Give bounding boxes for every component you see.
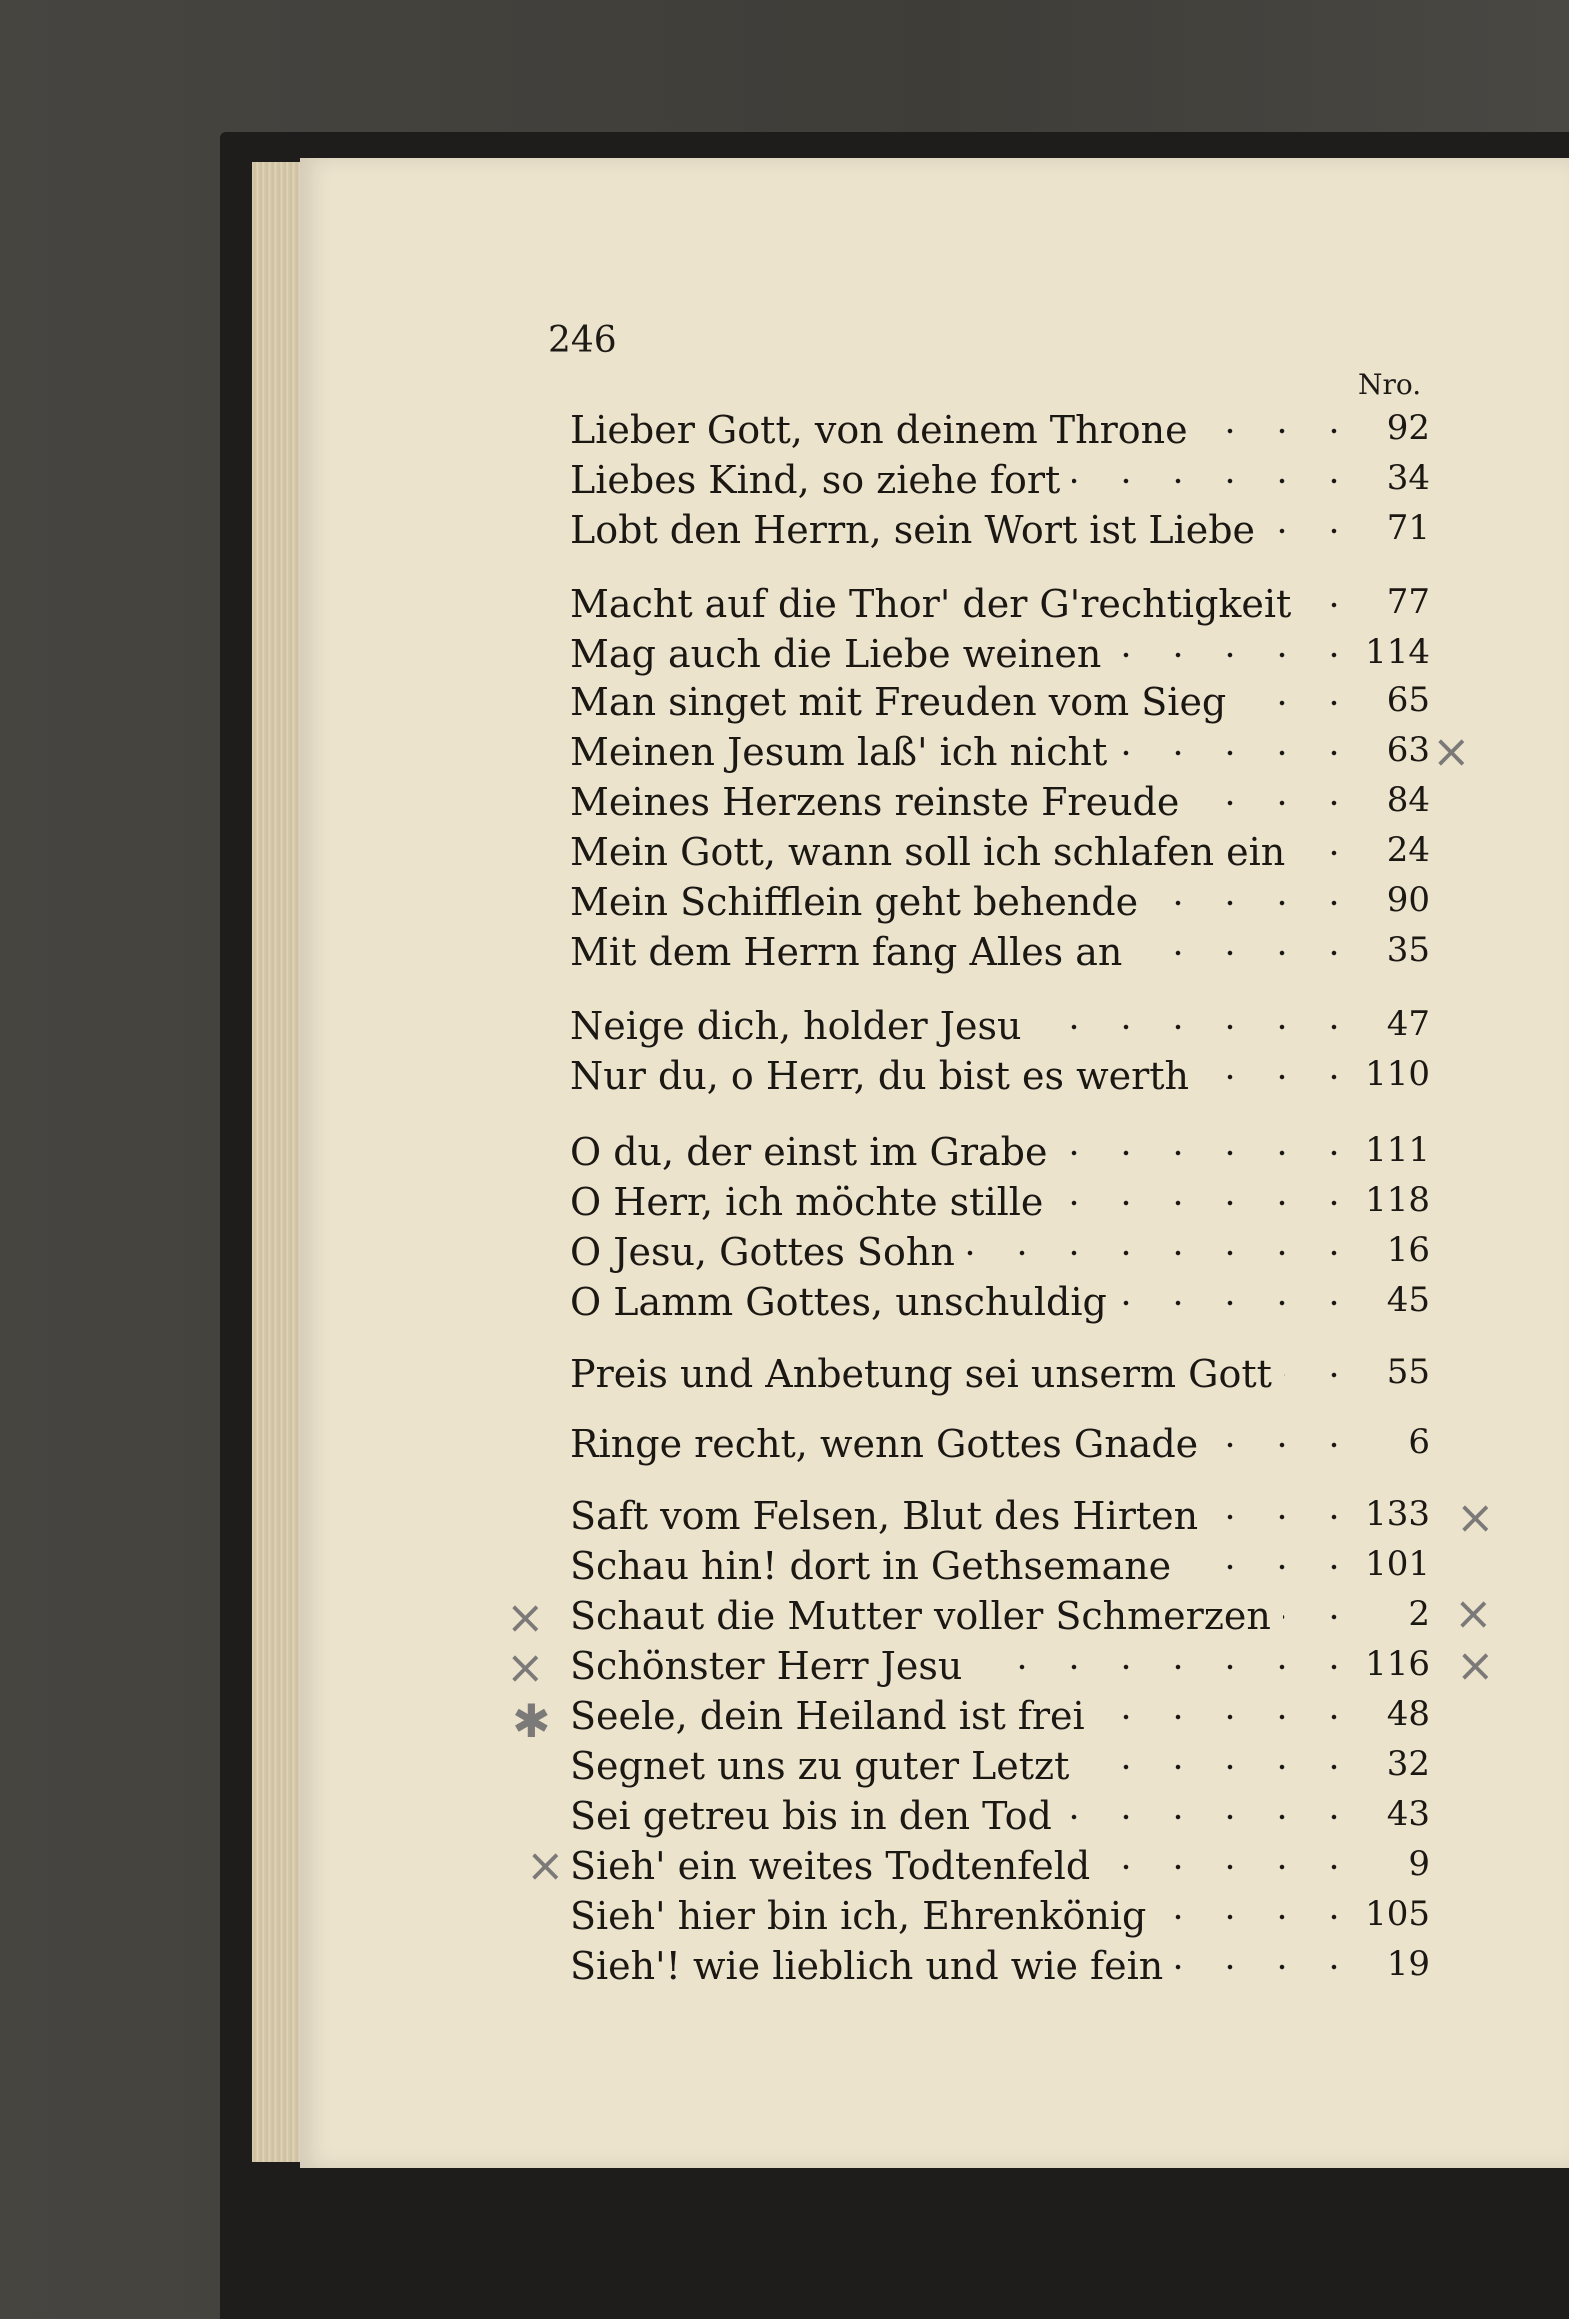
entry-number: 111	[1365, 1130, 1430, 1170]
entry-number: 6	[1408, 1422, 1430, 1462]
index-entry	[570, 680, 1430, 724]
column-header: Nro.	[1358, 368, 1422, 401]
pencil-asterisk-mark-icon: ✱	[512, 1694, 551, 1748]
index-entry	[570, 1054, 1430, 1098]
entry-number: 77	[1386, 582, 1430, 622]
index-entry	[570, 1004, 1430, 1048]
index-entry	[570, 1494, 1430, 1538]
index-entry	[570, 780, 1430, 824]
entry-number: 55	[1386, 1352, 1430, 1392]
entry-title: Schau hin! dort in Gethsemane	[570, 1544, 1172, 1588]
index-entry	[570, 830, 1430, 874]
entry-title: O du, der einst im Grabe	[570, 1130, 1048, 1174]
entry-title: Saft vom Felsen, Blut des Hirten	[570, 1494, 1199, 1538]
entry-title: O Jesu, Gottes Sohn	[570, 1230, 955, 1274]
entry-title: Mein Schifflein geht behende	[570, 880, 1139, 924]
page-number: 246	[548, 320, 617, 361]
index-entry	[570, 880, 1430, 924]
entry-number: 45	[1386, 1280, 1430, 1320]
index-entry	[570, 1230, 1430, 1274]
index-entry	[570, 1744, 1430, 1788]
entry-number: 101	[1365, 1544, 1430, 1584]
entry-title: Schaut die Mutter voller Schmerzen	[570, 1594, 1271, 1638]
index-entry	[570, 1644, 1430, 1688]
entry-number: 116	[1365, 1644, 1430, 1684]
index-entry	[570, 930, 1430, 974]
entry-title: Mit dem Herrn fang Alles an	[570, 930, 1123, 974]
pencil-cross-mark-icon: ×	[1432, 724, 1471, 778]
entry-title: Sieh'! wie lieblich und wie fein	[570, 1944, 1164, 1988]
entry-title: Lieber Gott, von deinem Throne	[570, 408, 1188, 452]
entry-title: O Herr, ich möchte stille	[570, 1180, 1044, 1224]
entry-number: 24	[1386, 830, 1430, 870]
entry-number: 65	[1386, 680, 1430, 720]
index-entry	[570, 1894, 1430, 1938]
entry-number: 2	[1408, 1594, 1430, 1634]
entry-number: 110	[1365, 1054, 1430, 1094]
entry-title: Lobt den Herrn, sein Wort ist Liebe	[570, 508, 1256, 552]
entry-title: Macht auf die Thor' der G'rechtigkeit	[570, 582, 1292, 626]
index-entry	[570, 1280, 1430, 1324]
entry-title: Sieh' ein weites Todtenfeld	[570, 1844, 1091, 1888]
entry-number: 90	[1386, 880, 1430, 920]
index-entry	[570, 1544, 1430, 1588]
index-entry	[570, 1594, 1430, 1638]
entry-number: 84	[1386, 780, 1430, 820]
entry-title: Schönster Herr Jesu	[570, 1644, 963, 1688]
index-entry	[570, 1422, 1430, 1466]
index-entry	[570, 508, 1430, 552]
index-entry	[570, 408, 1430, 452]
pencil-cross-mark-icon: ×	[506, 1590, 545, 1644]
entry-title: Nur du, o Herr, du bist es werth	[570, 1054, 1190, 1098]
entry-number: 32	[1386, 1744, 1430, 1784]
entry-title: Ringe recht, wenn Gottes Gnade	[570, 1422, 1199, 1466]
entry-number: 114	[1365, 632, 1430, 672]
index-entry	[570, 1352, 1430, 1396]
entry-number: 19	[1386, 1944, 1430, 1984]
pencil-cross-mark-icon: ×	[526, 1838, 565, 1892]
entry-number: 92	[1386, 408, 1430, 448]
index-entry	[570, 582, 1430, 626]
entry-number: 133	[1365, 1494, 1430, 1534]
entry-number: 16	[1386, 1230, 1430, 1270]
entry-number: 63	[1386, 730, 1430, 770]
entry-number: 48	[1386, 1694, 1430, 1734]
index-entry	[570, 730, 1430, 774]
index-entry	[570, 1130, 1430, 1174]
pencil-cross-mark-icon: ×	[1456, 1638, 1495, 1692]
entry-number: 71	[1386, 508, 1430, 548]
index-entry	[570, 1694, 1430, 1738]
index-entry	[570, 1794, 1430, 1838]
entry-title: Sei getreu bis in den Tod	[570, 1794, 1052, 1838]
entry-number: 35	[1386, 930, 1430, 970]
entry-title: Meines Herzens reinste Freude	[570, 780, 1180, 824]
entry-title: Man singet mit Freuden vom Sieg	[570, 680, 1227, 724]
index-entry	[570, 632, 1430, 676]
entry-title: Liebes Kind, so ziehe fort	[570, 458, 1061, 502]
index-entry	[570, 458, 1430, 502]
index-entry	[570, 1180, 1430, 1224]
entry-number: 118	[1365, 1180, 1430, 1220]
entry-number: 9	[1408, 1844, 1430, 1884]
index-entry	[570, 1844, 1430, 1888]
entry-number: 34	[1386, 458, 1430, 498]
entry-title: Mag auch die Liebe weinen	[570, 632, 1102, 676]
entry-title: Sieh' hier bin ich, Ehrenkönig	[570, 1894, 1147, 1938]
entry-number: 43	[1386, 1794, 1430, 1834]
entry-number: 105	[1365, 1894, 1430, 1934]
entry-title: Preis und Anbetung sei unserm Gott	[570, 1352, 1272, 1396]
pencil-cross-mark-icon: ×	[506, 1640, 545, 1694]
entry-title: Neige dich, holder Jesu	[570, 1004, 1022, 1048]
entry-number: 47	[1386, 1004, 1430, 1044]
pencil-cross-mark-icon: ×	[1454, 1586, 1493, 1640]
entry-title: Segnet uns zu guter Letzt	[570, 1744, 1070, 1788]
index-entry	[570, 1944, 1430, 1988]
entry-title: O Lamm Gottes, unschuldig	[570, 1280, 1107, 1324]
entry-title: Mein Gott, wann soll ich schlafen ein	[570, 830, 1286, 874]
pencil-cross-mark-icon: ×	[1456, 1490, 1495, 1544]
entry-title: Seele, dein Heiland ist frei	[570, 1694, 1085, 1738]
entry-title: Meinen Jesum laß' ich nicht	[570, 730, 1108, 774]
